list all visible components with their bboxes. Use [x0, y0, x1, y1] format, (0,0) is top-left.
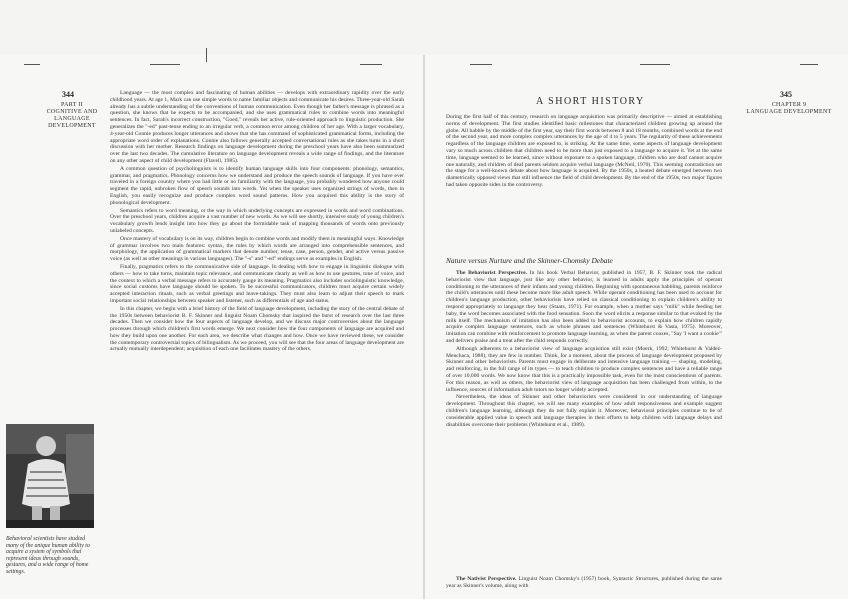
crop-mark	[206, 48, 207, 62]
paragraph-lead: The Nativist Perspective.	[456, 576, 517, 582]
right-running-head	[740, 102, 838, 116]
paragraph	[446, 270, 722, 345]
paragraph: Semantics refers to word meaning, or the way in which underlying concepts are expressed in words and word combinations. Over the preschool years, children acquire a vast number of new words. As we will see shortly, intensive study of young children's vocabulary growth lends insight into how they go about the formidable task of mapping thousands of words onto previously unlabeled concepts.	[110, 207, 404, 234]
paragraph-body: Linguist Noam Chomsky's (1957) book, Syntactic Structures, published during the same year as Skinner's volume, along with	[446, 576, 722, 589]
paragraph: Once mastery of vocabulary is on its way, children begin to combine words and modify them in meaningful ways. Knowledge of grammar involves two main features: syntax, the rules by which words are arranged into comprehensible sentences, and morphology, the application of grammatical markers that denote number, tense, case, person, gender, and active versus passive voice (as well as other meanings in various languages). The "-s" and "-ed" endings serve as examples in English.	[110, 235, 404, 263]
paragraph: Nevertheless, the ideas of Skinner and other behaviorists were considered in our understanding of language development. Throughout this chapter, we will see many examples of how adult responsiveness and example suggest children's language learning, although they do not fully explain it. Moreover, behavioral principles continue to be of considerable applied value in speech and language therapies in their efforts to help children with language delays and disabilities overcome their problems (Whitehurst et al., 1989).	[446, 394, 722, 428]
paragraph: During the first half of this century, research on language acquisition was primarily descriptive — aimed at establishing norms of development. The first studies identified basic milestones that characterized children growing up around the globe. All babble by the middle of the first year, say their first words between 8 and 18 months, combined words at the end of the second year, and more complex complex utterances by the age of 4 to 5 years. The regularity of these achievements regardless of the language children are exposed to, is striking. At the same time, some aspects of language development vary so much across children that children need to be more than just exposed to a language to acquire it. Yet at the same time, language seemed to be learned, since without exposure to a spoken language, children who are deaf cannot acquire one naturally, and children of deaf parents seldom acquire verbal language (McNeil, 1970). This seeming contradiction set the stage for a well-known debate about how language is acquired. By the 1950s, a heated debate emerged between two diametrically opposed views that still influence the field of child development. By the end of the 1950s, two major figures had taken opposite sides in the controversy.	[446, 114, 722, 188]
crop-mark	[24, 64, 40, 65]
crop-mark	[150, 64, 180, 65]
crop-mark	[360, 64, 382, 65]
right-bottom-text	[446, 576, 722, 596]
gutter	[423, 55, 425, 599]
child-photo-illustration	[6, 424, 94, 528]
paragraph: Language — the most complex and fascinating of human abilities — develops with extraordinary rapidity over the early childhood years. At age 1, Mark can use simple words to name familiar objects and communicate his desires. Three-year-old Sarah already has a subtle understanding of the conventions of human communication. Even though her father's message is phrased as a question, she knows that he expects to be accompanied, and she uses grammatical rules to combine words into meaningful sentences. In fact, Sarah's incorrect construction, "Goed," reveals her active, rule-oriented approach to linguistic production. She generalizes the "-ed" past-tense ending to an irregular verb, a common error among children of her age. With a larger vocabulary, 4-year-old Connie produces longer utterances and shows that she has command of sophisticated grammatical forms, including the appropriate word order of explanations. Connie also follows generally accepted conversational rules as she takes turns in a short discussion with her mother. Research findings on language development during the preschool years have also been summarized over the last two decades. The cumulative literature on language development reveals a wide range of findings, and the literature on any other aspect of child development (Flavell, 1985).	[110, 90, 404, 164]
paragraph: Finally, pragmatics refers to the communicative side of language. In dealing with how to engage in linguistic dialogue with others — how to take turns, maintain topic relevance, and communicate clearly as well as how to use gestures, tone of voice, and the context to which a verbal message refers to accurately gauge its meaning. Pragmatics also includes sociolinguistic knowledge, since social customs have language should be spoken. To be successful communicators, children must acquire certain widely accepted interaction rituals, such as verbal greetings and leave-takings. They must also learn to adjust their speech to mark important social relationships between speaker and listener, such as differentials of age and status.	[110, 263, 404, 304]
photo-caption: Behavioral scientists have studied many of the unique human ability to acquire a system of symbols that represent ideas through sounds, gestures, and a wide range of home settings.	[6, 536, 90, 575]
paragraph: Although adherents to a behaviorist view of language acquisition still exist (Moerk, 1992; Whitehurst & Valdez-Menchaca, 1988), they are few in number. Think, for a moment, about the process of language development proposed by Skinner and other behaviorists. Parents must engage in deliberate and intensive language training — shaping, modeling, and reinforcing, in the full range of its types — to teach children to produce complex sentences and have a reliable range of over 10,000 words. We now know that this is a practically impossible task, even for the most conscientious of parents. For this reason, as well as others, the behaviorist view of language acquisition has been challenged from within, to the influence, sources of information adult tutors no longer widely accepted.	[446, 345, 722, 393]
section-title: A SHORT HISTORY	[536, 96, 645, 107]
paragraph: A common question of psycholinguists is to identify human language skills into four components: phonology, semantics, grammar, and pragmatics. Phonology concerns how we understand and produce the speech sounds of language. If you have ever traveled in a foreign country where you had little or no familiarity with the language, you probably wondered how anyone could segment the rapid, unbroken flow of speech sounds into words. Yet when the speaker uses organized strings of words, then in English, you easily recognize and produce complex word sound patterns. How you acquired this ability is the story of phonological development.	[110, 165, 404, 206]
crop-mark	[470, 64, 492, 65]
paragraph-body: In his book Verbal Behavior, published in 1957, B. F. Skinner took the radical behaviorist view that language, just like any other behavior, is learned in adults apply the principles of operant conditioning to the utterances of their infants and young children. Beginning with spontaneous babbling, parents reinforce the child's utterances until these become more like adult speech. While operant conditioning has been used to account for children's language production, other behaviorists have relied on classical conditioning to explain children's ability to respond appropriately to language they hear (Staats, 1971). For example, when a mother says "milk" while feeding her baby, the word becomes associated with the food sensation. Soon the word elicits a response similar to that evoked by the milk itself. The mechanism of imitation has also been added to behaviorist accounts, to explain how children rapidly acquire complex language sentences, such as whole phrases and sentences (Whitehurst & Vasta, 1975). Moreover, imitation can combine with reinforcement to promote language learning, as when the parent coaxes, "Say 'I want a cookie'" and delivers praise and a treat after the child responds correctly.	[446, 270, 722, 344]
paragraph-lead: The Behaviorist Perspective.	[456, 270, 527, 276]
paragraph: In this chapter, we begin with a brief history of the field of language development, including the story of the central debate of the 1950s between behaviorist B. F. Skinner and linguist Noam Chomsky that inspired the burst of research over the last three decades. Then we consider how the four aspects of language develop, and we discuss major controversies about the language processes through which children's first words emerge. We next consider how the four components of language are acquired and how they build upon one another. For each area, we describe what changes and how. Once we have reviewed these, we consider the contemporary controversial topics of bilingualism. As we proceed, you will see that the four areas of language development are actually mutually interdependent; acquisition of each one facilitates mastery of the others.	[110, 305, 404, 353]
child-photo	[6, 424, 94, 528]
running-head-line: CHAPTER 9	[771, 102, 807, 108]
left-running-head	[40, 102, 104, 130]
running-head-line: LANGUAGE DEVELOPMENT	[746, 109, 832, 115]
crop-mark	[640, 64, 670, 65]
running-head-line: LANGUAGE DEVELOPMENT	[48, 116, 96, 129]
left-page-number: 344	[62, 90, 74, 99]
running-head-line: COGNITIVE AND	[46, 109, 98, 115]
right-body-text	[446, 270, 722, 568]
paragraph	[446, 576, 722, 590]
subsection-heading: Nature versus Nurture and the Skinner-Chomsky Debate	[446, 256, 613, 265]
crop-mark	[800, 64, 818, 65]
right-page-number: 345	[780, 90, 792, 99]
right-intro-text	[446, 114, 722, 244]
left-body-text	[110, 90, 404, 588]
running-head-line: PART II	[61, 102, 83, 108]
